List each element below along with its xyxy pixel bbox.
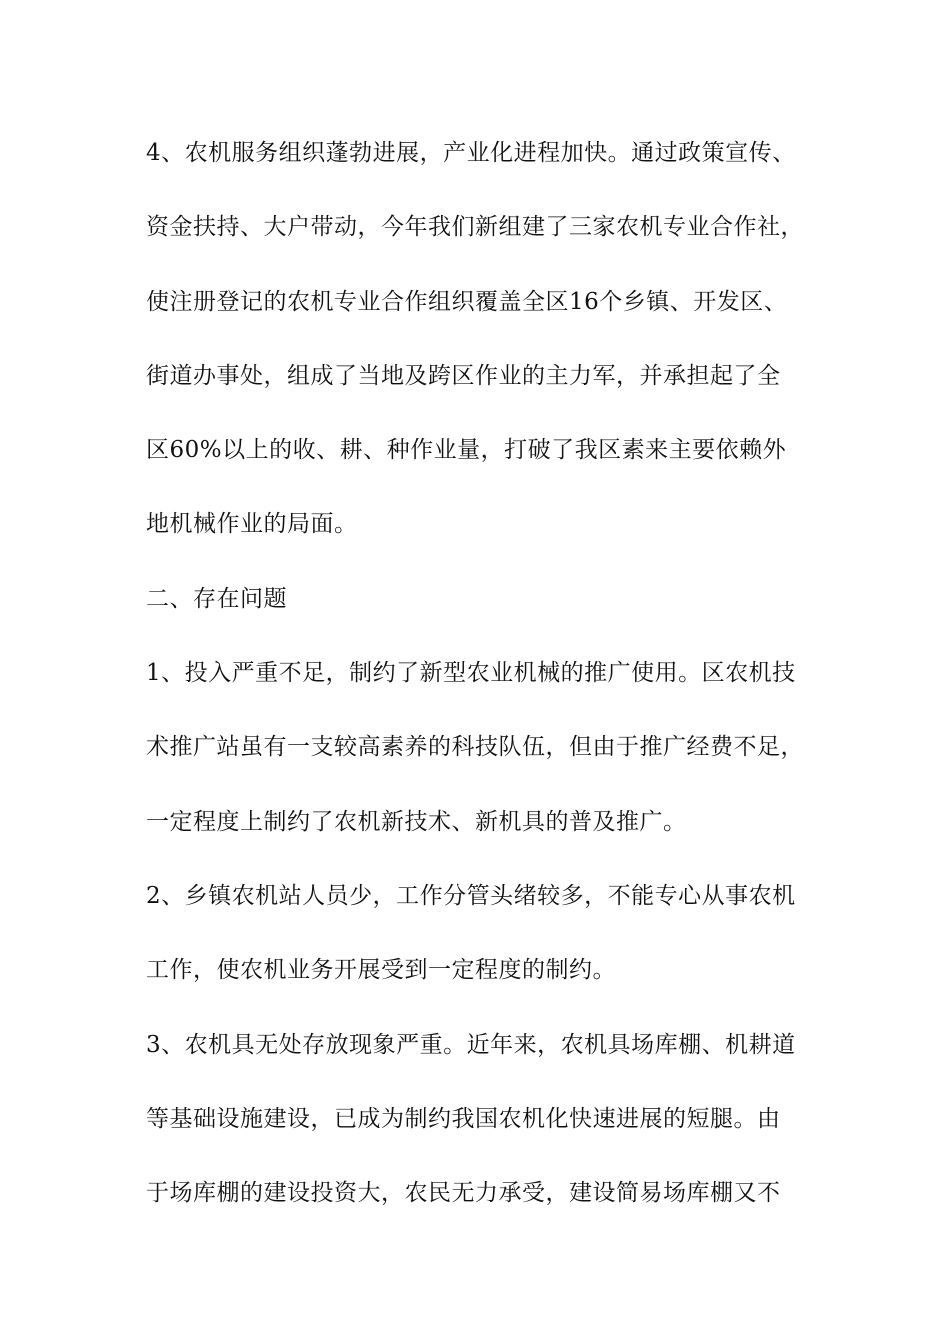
problem-1-line-3: 一定程度上制约了农机新技术、新机具的普及推广。 — [146, 809, 687, 835]
problem-3-line-1: 3、农机具无处存放现象严重。近年来，农机具场库棚、机耕道 — [146, 1032, 796, 1058]
paragraph-4-line-3: 使注册登记的农机专业合作组织覆盖全区16个乡镇、开发区、 — [146, 289, 788, 315]
problem-1-line-1: 1、投入严重不足，制约了新型农业机械的推广使用。区农机技 — [146, 660, 796, 686]
section-heading-problems: 二、存在问题 — [146, 586, 287, 612]
paragraph-4-line-5: 区60%以上的收、耕、种作业量，打破了我区素来主要依赖外 — [146, 437, 787, 463]
paragraph-4-line-6: 地机械作业的局面。 — [146, 511, 358, 537]
paragraph-4-line-2: 资金扶持、大户带动，今年我们新组建了三家农机专业合作社， — [146, 214, 804, 240]
problem-1-line-2: 术推广站虽有一支较高素养的科技队伍，但由于推广经费不足， — [146, 734, 804, 760]
problem-2-line-2: 工作，使农机业务开展受到一定程度的制约。 — [146, 957, 616, 983]
problem-2-line-1: 2、乡镇农机站人员少，工作分管头绪较多，不能专心从事农机 — [146, 883, 796, 909]
paragraph-4-line-4: 街道办事处，组成了当地及跨区作业的主力军，并承担起了全 — [146, 363, 781, 389]
problem-3-line-2: 等基础设施建设，已成为制约我国农机化快速进展的短腿。由 — [146, 1106, 781, 1132]
problem-3-line-3: 于场库棚的建设投资大，农民无力承受，建设简易场库棚又不 — [146, 1180, 781, 1206]
paragraph-4-line-1: 4、农机服务组织蓬勃进展，产业化进程加快。通过政策宣传、 — [146, 140, 796, 166]
